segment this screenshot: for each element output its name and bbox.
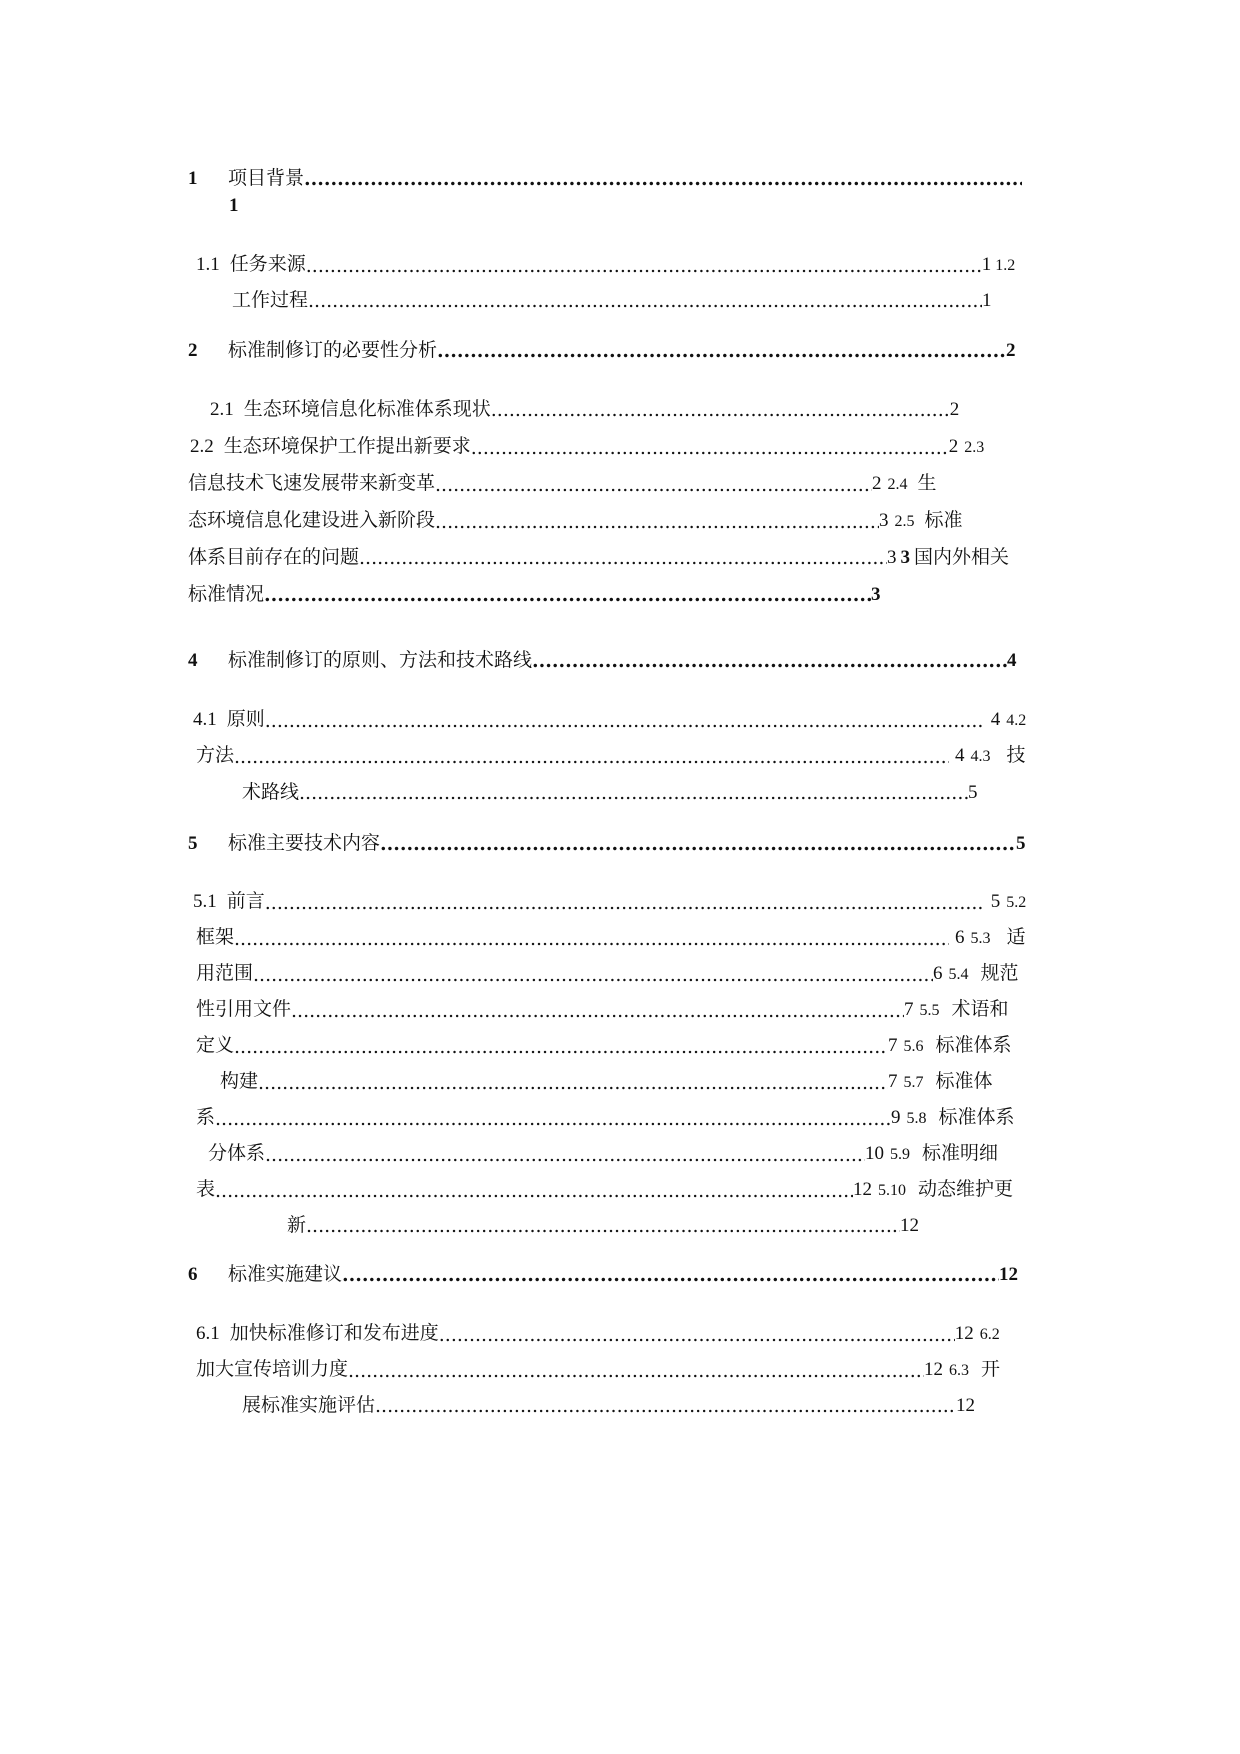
toc-title: 加快标准修订和发布进度 (229, 1322, 439, 1344)
toc-title-part: 标准明细 (922, 1142, 999, 1164)
toc-entry-5-9[interactable] (196, 1176, 1013, 1204)
toc-number: 5 (188, 833, 198, 854)
toc-title: 新 (287, 1214, 307, 1236)
toc-number: 6.1 (196, 1323, 220, 1344)
toc-title: 标准情况 (188, 583, 265, 605)
toc-entry-2-2[interactable] (190, 433, 984, 461)
toc-leader (439, 1322, 955, 1348)
toc-number: 5.2 (1006, 894, 1027, 911)
toc-page: 6 (955, 927, 965, 948)
toc-leader (532, 648, 1007, 674)
toc-page: 6 (933, 963, 943, 984)
toc-title-part: 术语和 (951, 998, 1009, 1020)
toc-title: 标准主要技术内容 (228, 832, 381, 854)
toc-title-part: 生 (917, 472, 937, 494)
toc-page: 7 (904, 999, 914, 1020)
toc-entry-5[interactable] (188, 830, 1026, 857)
toc-page: 3 (887, 547, 897, 568)
toc-entry-4-1[interactable] (193, 706, 1026, 734)
toc-leader (306, 1213, 900, 1239)
toc-number: 5.10 (878, 1182, 907, 1199)
toc-leader (375, 1393, 956, 1419)
toc-number: 5.3 (970, 930, 991, 947)
toc-leader (359, 545, 887, 571)
toc-page: 1 (981, 254, 992, 275)
toc-number: 5.1 (193, 891, 217, 912)
toc-leader (215, 1106, 891, 1132)
toc-page: 4 (1007, 650, 1017, 671)
toc-leader (253, 962, 933, 988)
toc-entry-2-1[interactable] (210, 396, 959, 423)
toc-number: 1 (188, 168, 198, 189)
toc-entry-1[interactable] (188, 165, 1022, 192)
toc-leader (258, 1070, 888, 1096)
toc-entry-6[interactable] (188, 1261, 1018, 1288)
toc-title: 前言 (226, 890, 265, 912)
toc-leader (306, 253, 982, 279)
toc-title: 态环境信息化建设进入新阶段 (188, 509, 436, 531)
toc-entry-4-2[interactable] (196, 742, 1026, 770)
toc-page: 12 (900, 1215, 920, 1236)
toc-page: 9 (891, 1107, 901, 1128)
toc-page: 5 (1016, 833, 1026, 854)
toc-page: 7 (888, 1035, 898, 1056)
toc-leader (265, 1142, 865, 1168)
toc-leader (435, 509, 879, 535)
toc-number: 1.1 (196, 254, 220, 275)
toc-title: 工作过程 (232, 289, 309, 311)
toc-entry-2-5[interactable] (188, 544, 1009, 571)
toc-leader (265, 708, 985, 734)
toc-page: 3 (879, 510, 889, 531)
toc-title: 生态环境保护工作提出新要求 (223, 435, 471, 457)
toc-title: 标准制修订的原则、方法和技术路线 (228, 649, 533, 671)
toc-entry-5-4[interactable] (196, 996, 1009, 1024)
toc-page: 3 (871, 584, 881, 605)
toc-leader (471, 435, 949, 461)
toc-page: 2 (949, 399, 960, 420)
toc-title: 信息技术飞速发展带来新变革 (188, 472, 436, 494)
toc-number: 5.9 (890, 1146, 911, 1163)
toc-leader (291, 998, 904, 1024)
toc-entry-2-4[interactable] (188, 507, 963, 535)
toc-number: 2 (188, 340, 198, 361)
toc-page: 5 (968, 782, 978, 803)
toc-entry-6-2[interactable] (196, 1356, 1000, 1384)
toc-number: 4.1 (193, 709, 217, 730)
toc-title: 展标准实施评估 (242, 1394, 376, 1416)
toc-leader (264, 582, 871, 608)
toc-title-part: 适 (1006, 926, 1026, 948)
toc-page: 7 (888, 1071, 898, 1092)
toc-page-1: 1 (229, 195, 239, 216)
toc-number: 5.5 (919, 1002, 940, 1019)
toc-entry-5-5[interactable] (196, 1032, 1012, 1060)
toc-leader (234, 1034, 888, 1060)
toc-entry-3[interactable] (188, 581, 881, 608)
toc-page: 5 (990, 891, 1001, 912)
toc-title: 定义 (196, 1034, 235, 1056)
toc-title: 标准制修订的必要性分析 (228, 339, 438, 361)
toc-number: 6.2 (979, 1326, 1000, 1343)
toc-title: 表 (196, 1178, 216, 1200)
toc-leader (491, 397, 950, 423)
toc-entry-5-6[interactable] (220, 1068, 993, 1096)
toc-title: 项目背景 (228, 167, 305, 189)
toc-title-part: 规范 (980, 962, 1019, 984)
toc-page: 10 (865, 1143, 885, 1164)
toc-title: 原则 (226, 708, 265, 730)
toc-entry-2[interactable] (188, 337, 1016, 364)
toc-number: 1.2 (995, 257, 1016, 274)
toc-page: 2 (1006, 340, 1016, 361)
toc-title: 系 (196, 1106, 216, 1128)
toc-number: 5.4 (948, 966, 969, 983)
toc-leader (234, 744, 949, 770)
toc-number: 3 (900, 547, 911, 568)
toc-title: 加大宣传培训力度 (196, 1358, 349, 1380)
toc-leader (299, 780, 968, 806)
toc-number: 4.2 (1006, 712, 1027, 729)
toc-number: 6.3 (949, 1362, 970, 1379)
toc-title-part: 技 (1006, 744, 1026, 766)
toc-title: 标准实施建议 (228, 1263, 343, 1285)
toc-title: 体系目前存在的问题 (188, 546, 360, 568)
toc-title-part: 标准 (924, 509, 963, 531)
toc-title: 生态环境信息化标准体系现状 (243, 398, 491, 420)
toc-title-part: 标准体系 (935, 1034, 1012, 1056)
toc-entry-6-3[interactable] (242, 1392, 975, 1419)
toc-title-part: 标准体 (935, 1070, 993, 1092)
toc-title: 框架 (196, 926, 235, 948)
toc-entry-5-10[interactable] (287, 1212, 919, 1239)
toc-title: 用范围 (196, 962, 254, 984)
toc-leader (380, 831, 1016, 857)
toc-number: 5.8 (906, 1110, 927, 1127)
toc-page: 1 (982, 290, 992, 311)
toc-entry-5-7[interactable] (196, 1104, 1015, 1132)
toc-title: 方法 (196, 744, 235, 766)
toc-entry-1-1[interactable] (196, 251, 1015, 279)
toc-number: 2.4 (887, 476, 908, 493)
toc-page: 12 (956, 1395, 976, 1416)
toc-title-part: 标准体系 (938, 1106, 1015, 1128)
toc-entry-5-2[interactable] (196, 924, 1026, 952)
toc-entry-5-3[interactable] (196, 960, 1019, 988)
toc-title: 任务来源 (229, 253, 306, 275)
toc-number: 4.3 (970, 748, 991, 765)
toc-leader (342, 1262, 999, 1288)
toc-number: 2.3 (964, 439, 985, 456)
toc-page: 2 (948, 436, 959, 457)
toc-number: 2.1 (210, 399, 234, 420)
toc-page: 12 (954, 1323, 974, 1344)
toc-number: 5.7 (903, 1074, 924, 1091)
toc-entry-2-3[interactable] (188, 470, 937, 498)
toc-title: 性引用文件 (196, 998, 292, 1020)
toc-page: 4 (955, 745, 965, 766)
toc-entry-5-8[interactable] (208, 1140, 998, 1168)
toc-entry-4[interactable] (188, 647, 1017, 674)
toc-leader (435, 472, 872, 498)
toc-title: 构建 (220, 1070, 259, 1092)
toc-title: 术路线 (242, 781, 300, 803)
toc-number: 4 (188, 650, 198, 671)
toc-page: 12 (924, 1359, 944, 1380)
toc-page: 2 (872, 473, 882, 494)
toc-leader (265, 890, 985, 916)
toc-title: 分体系 (208, 1142, 266, 1164)
toc-leader (348, 1358, 924, 1384)
toc-page: 4 (990, 709, 1001, 730)
toc-page: 12 (999, 1264, 1019, 1285)
toc-title-part: 开 (981, 1358, 1001, 1380)
toc-leader (234, 926, 949, 952)
toc-leader (215, 1178, 853, 1204)
toc-number: 5.6 (903, 1038, 924, 1055)
toc-page: 12 (853, 1179, 873, 1200)
toc-entry-6-1[interactable] (196, 1320, 1000, 1348)
toc-number: 2.5 (894, 513, 915, 530)
toc-number: 2.2 (190, 436, 214, 457)
toc-entry-4-3[interactable] (242, 779, 978, 806)
toc-title-part: 动态维护更 (918, 1178, 1014, 1200)
toc-entry-1-2[interactable] (232, 287, 992, 314)
toc-title-part: 国内外相关 (914, 546, 1010, 568)
toc-leader (308, 288, 982, 314)
toc-leader (304, 166, 1022, 192)
toc-leader (437, 338, 1006, 364)
toc-entry-5-1[interactable] (193, 888, 1026, 916)
toc-number: 6 (188, 1264, 198, 1285)
